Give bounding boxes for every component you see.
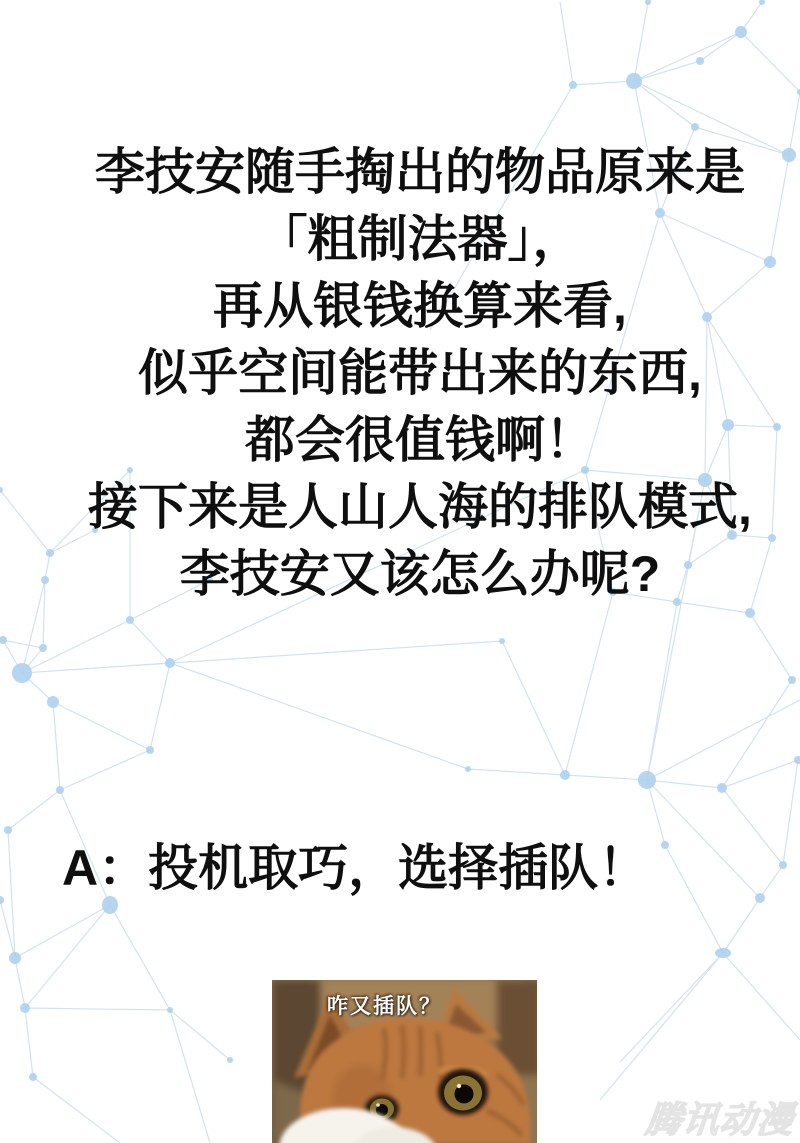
narration-line: 李技安又该怎么办呢? (179, 546, 661, 602)
narration-line: 再从银钱换算来看, (213, 278, 627, 334)
narration-text-block (40, 139, 800, 608)
narration-line: 都会很值钱啊！ (245, 412, 595, 468)
meme-caption: 咋又插队？ (327, 995, 442, 1018)
narration-line: 「粗制法器」， (257, 211, 583, 267)
option-a-text: A：投机取巧，选择插队！ (62, 840, 649, 896)
tencent-comics-watermark: 腾讯动漫 (643, 1099, 796, 1140)
narration-line: 接下来是人山人海的排队模式, (88, 479, 752, 535)
narration-line: 似乎空间能带出来的东西, (138, 345, 702, 401)
cat-meme-image (272, 980, 537, 1143)
narration-line: 李技安随手掏出的物品原来是 (95, 144, 745, 200)
